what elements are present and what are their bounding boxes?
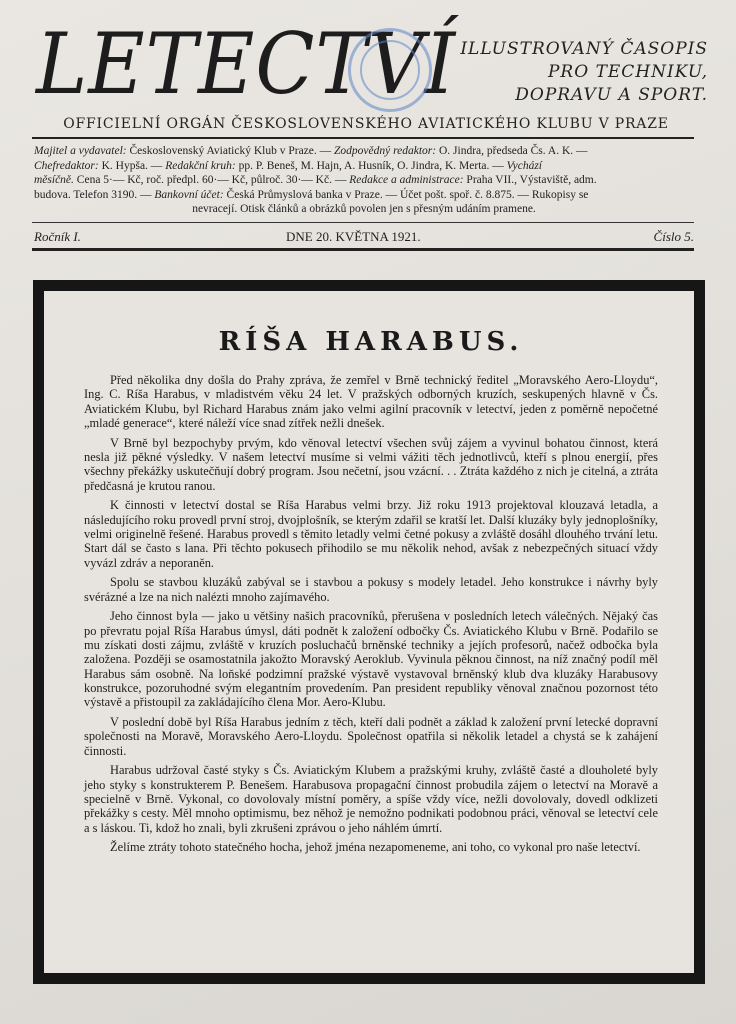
tagline-line: DOPRAVU A SPORT. xyxy=(515,85,708,105)
tagline-line: ILLUSTROVANÝ ČASOPIS xyxy=(460,39,708,59)
imprint-text: nevracejí. Otisk článků a obrázků povolen jen s přesným udáním pramene. xyxy=(192,203,536,216)
imprint-label: Vychází xyxy=(506,159,542,172)
issue-row xyxy=(34,229,694,247)
imprint-text: budova. Telefon 3190. — xyxy=(34,188,155,201)
imprint-text: Cena 5·— Kč, roč. předpl. 60·— Kč, půlroč. 30·— Kč. — xyxy=(73,174,350,187)
obituary-frame xyxy=(33,280,705,984)
article-paragraph: Spolu se stavbou kluzáků zabýval se i stavbou a pokusy s modely letadel. Jeho konstrukce i návrhy byly svérázné a lze na nich nalézti mnoho zajímavého. xyxy=(84,575,658,604)
imprint-text: pp. P. Beneš, M. Hajn, A. Husník, O. Jindra, K. Merta. — xyxy=(235,159,507,172)
tagline-line: PRO TECHNIKU, xyxy=(547,62,708,82)
article-paragraph: K činnosti v letectví dostal se Ríša Harabus velmi brzy. Již roku 1913 projektoval klouzavá letadla, a následujícího roku provedl první stroj, dvojplošník, se kterým zdařil se kratší let. Další kluzáky byly jednoplošníky, velmi originelně řešené. Harabus provedl s těmito letadly velmi četné pokusy a zvláště dosáhl dlouhého trvání letu. Start dál se často s lana. Při těchto pokusech přihodilo se mu několik nehod, avšak z nebezpečných situací vždy vyvázl zdráv a neporaněn. xyxy=(84,498,658,570)
imprint-text: O. Jindra, předseda Čs. A. K. — xyxy=(436,145,588,157)
imprint-label: Redakce a administrace: xyxy=(349,174,464,187)
issue-date: DNE 20. KVĚTNA 1921. xyxy=(286,229,421,244)
imprint-label: Redakční kruh: xyxy=(165,159,236,172)
article-paragraph: Harabus udržoval časté styky s Čs. Aviatickým Klubem a pražskými kruhy, zvláště časté a dlouholeté byly jeho styky s konstrukterem P. Benešem. Harabusova propagační činnost probudila zájem o letectví na Moravě a specielně v Brně. Vykonal, co dovolovaly místní poměry, a spíše vždy více, nežli dovolovaly, dovedl odklizeti překážky s cesty. Měl mnoho optimismu, bez něhož je nemožno podnikati podobnou práci, věnoval se letectví cele a s láskou. Ti, kdož ho znali, byli zkrušeni zprávou o jeho náhlém úmrtí. xyxy=(84,763,658,835)
imprint-text: K. Hypša. — xyxy=(98,159,166,172)
article-paragraph: Jeho činnost byla — jako u většiny našich pracovníků, přerušena v posledních letech válečných. Nějaký čas po převratu pojal Ríša Harabus úmysl, dáti podnět k založení odbočky Čs. Aviatického Klubu v Brně. Podařilo se mu získati dosti zájmu, zvláště v kruzích posluchačů brněnské techniky a jejích profesorů, načež odbočka byla založena. Později se osamostatnila jakožto Moravský Aeroklub. Vyvinula pěknou činnost, na níž značný podíl měl Harabus sám osobně. Na loňské podzimní pražské výstavě vystavoval brněnský klub dva kluzáky Harabusovy konstrukce, pozoruhodné svým elegantním provedením. Pan president republiky věnoval značnou pozornost této výstavě a přistoupil za zakládajícího člena Mor. Aero-Klubu. xyxy=(84,609,658,710)
imprint-label: Chefredaktor: xyxy=(34,159,99,172)
imprint-label: Bankovní účet: xyxy=(154,188,224,201)
masthead-tagline xyxy=(438,38,708,107)
obituary-content xyxy=(84,327,658,860)
imprint-text: Praha VII., Výstaviště, adm. xyxy=(463,174,597,187)
issue-number: Číslo 5. xyxy=(653,229,694,244)
volume-label: Ročník I. xyxy=(34,229,81,244)
official-organ-line: OFFICIELNÍ ORGÁN ČESKOSLOVENSKÉHO AVIATICKÉHO KLUBU V PRAZE xyxy=(63,116,669,132)
imprint-label: měsíčně. xyxy=(34,174,74,187)
masthead-title: LETECTVÍ xyxy=(36,15,457,113)
library-stamp-icon xyxy=(348,28,432,112)
article-title: RÍŠA HARABUS. xyxy=(218,327,524,357)
imprint-divider xyxy=(32,222,694,223)
article-paragraph: Před několika dny došla do Prahy zpráva, že zemřel v Brně technický ředitel „Moravského Aero-Lloydu“, Ing. C. Ríša Harabus, v mladistvém věku 24 let. V pražských odborných kruzích, seskupených hlavně v Čs. Aviatickém Klubu, byl Richard Harabus znám jako velmi agilní pracovník v letectví, jeden z poměrně nepočetné „mladé generace“, které náleží více snad zítřek nežli dnešek. xyxy=(84,373,658,430)
article-paragraph: V Brně byl bezpochyby prvým, kdo věnoval letectví všechen svůj zájem a vyvinul bohatou činnost, která nesla již pěkné výsledky. V našem letectví musíme si velmi vážiti těch jednotlivců, kteří s plnou energií, přes všechny překážky uskutečňují dobrý program. Jsou nečetní, jsou vzácní. . . Ztráta každého z nich je citelná, a ztráta předčasná je krutou ranou. xyxy=(84,435,658,493)
imprint-block xyxy=(34,144,694,217)
imprint-text: Česká Průmyslová banka v Praze. — Účet pošt. spoř. č. 8.875. — Rukopisy se xyxy=(223,188,589,201)
article-paragraph: V poslední době byl Ríša Harabus jedním z těch, kteří dali podnět a základ k založení první letecké dopravní společnosti na Moravě, Moravského Aero-Lloydu. Společnost opatřila si několik letadel a chystá se k zahájení činnosti. xyxy=(84,715,658,758)
imprint-text: Československý Aviatický Klub v Praze. — xyxy=(126,145,335,157)
imprint-label: Zodpovědný redaktor: xyxy=(334,145,437,157)
imprint-label: Majitel a vydavatel: xyxy=(34,145,127,157)
issue-divider xyxy=(32,248,694,251)
header-divider xyxy=(32,137,694,139)
article-paragraph: Želíme ztráty tohoto statečného hocha, jehož jména nezapomeneme, ani toho, co vykonal pro naše letectví. xyxy=(110,840,641,855)
